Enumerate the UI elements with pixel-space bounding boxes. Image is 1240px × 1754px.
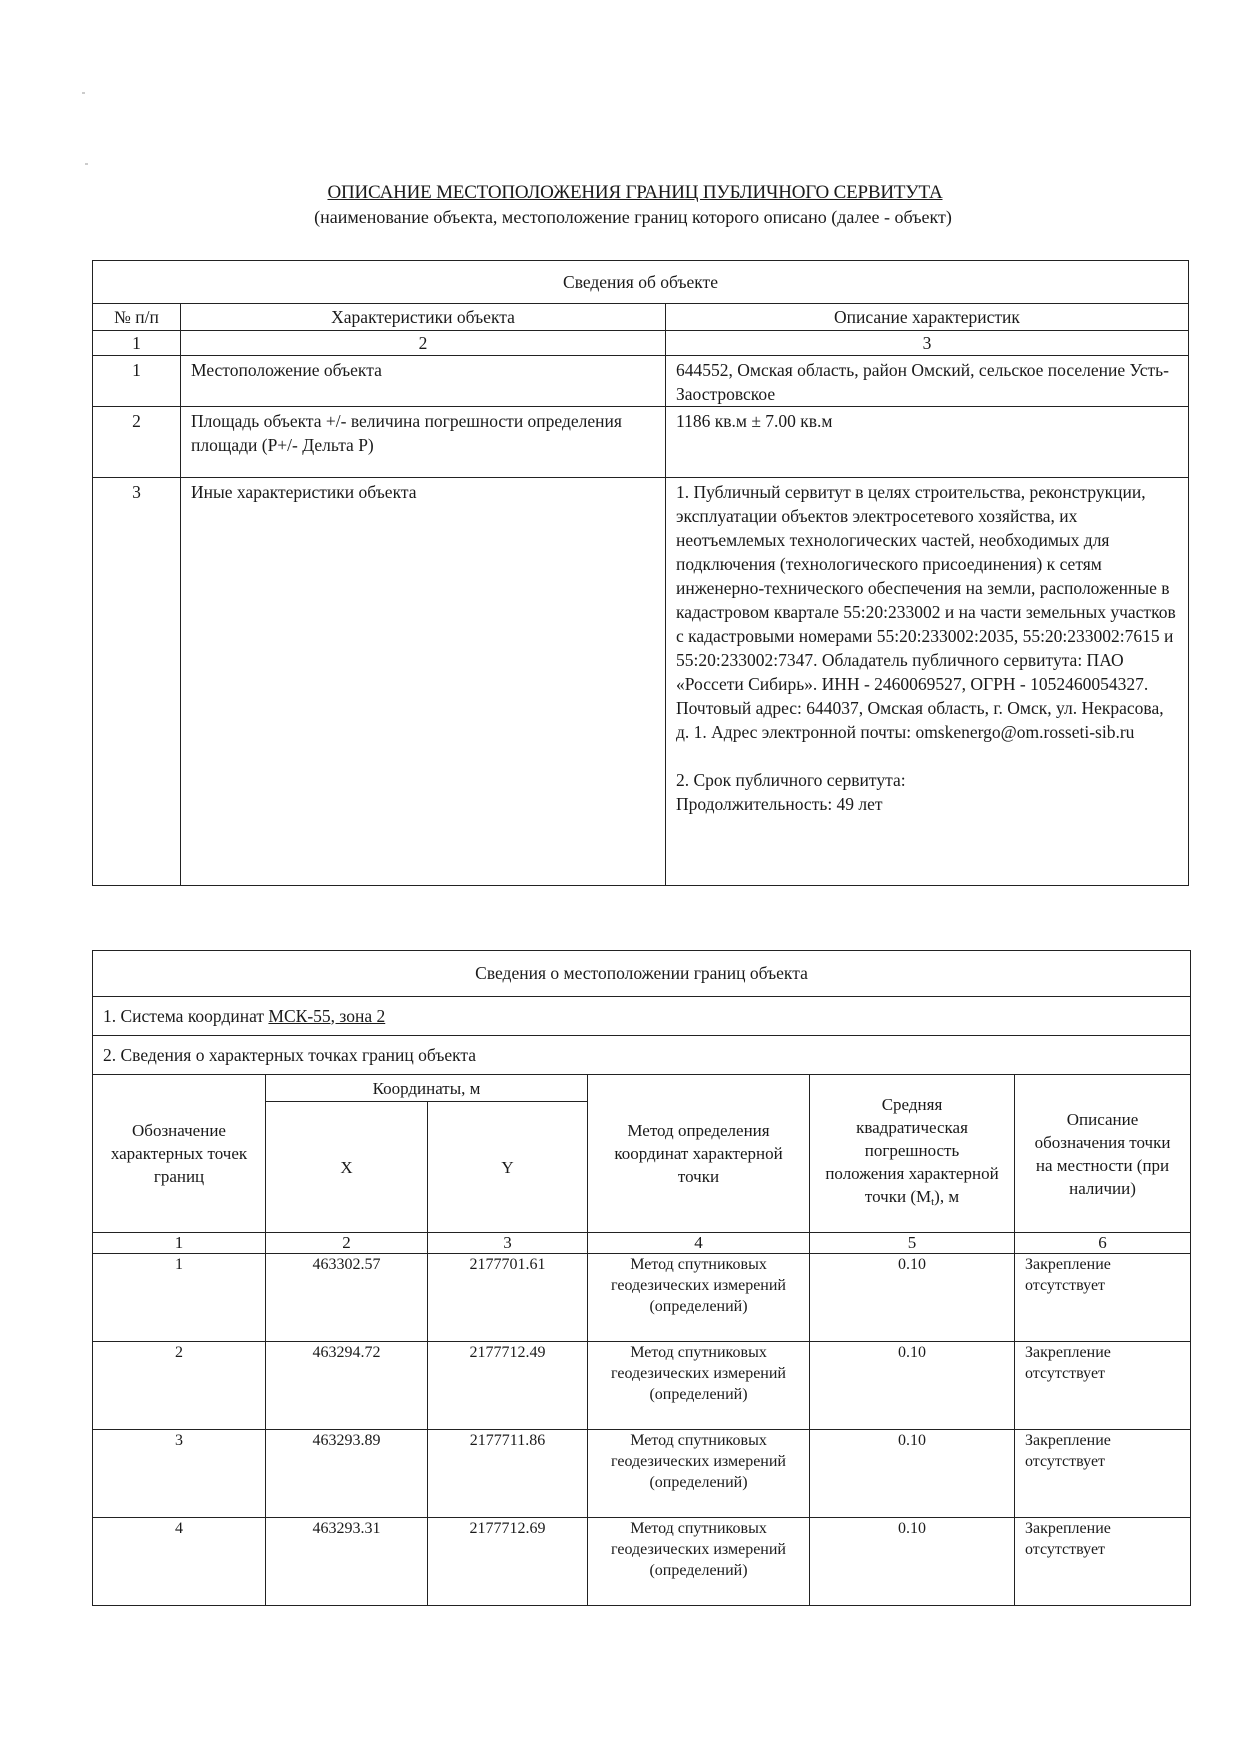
points-section-row [93,1036,1191,1075]
column-number: 1 [93,1233,266,1254]
column-number: 5 [810,1233,1015,1254]
point-error: 0.10 [810,1342,1015,1430]
header-error-text: Средняя квадратическая погрешность положения характерной точки (M [825,1095,999,1206]
column-number: 1 [93,331,181,356]
boundary-info-table [92,950,1191,1606]
point-marker: Закрепление отсутствует [1015,1342,1191,1430]
point-x: 463293.89 [266,1430,428,1518]
point-row [93,1342,1191,1430]
point-x: 463302.57 [266,1254,428,1342]
column-number: 4 [588,1233,810,1254]
point-method: Метод спутниковых геодезических измерений (определений) [588,1518,810,1606]
point-method: Метод спутниковых геодезических измерений (определений) [588,1430,810,1518]
row-description: 1186 кв.м ± 7.00 кв.м [666,407,1189,478]
coordinate-system-row [93,997,1191,1036]
easement-term-label: 2. Срок публичного сервитута: [676,770,906,790]
header-error [810,1075,1015,1233]
point-error: 0.10 [810,1430,1015,1518]
easement-purpose-paragraph: 1. Публичный сервитут в целях строительства, реконструкции, эксплуатации объектов электросетевого хозяйства, их неотъемлемых технологических частей, необходимых для подключения (технологического присоединения) к сетям инженерно-технического обеспечения на земли, расположенные в кадастровом квартале 55:20:233002 и на части земельных участков с кадастровыми номерами 55:20:233002:2035, 55:20:233002:7615 и 55:20:233002:7347. Обладатель публичного сервитута: ПАО «Россети Сибирь». ИНН - 2460069527, ОГРН - 1052460054327. Почтовый адрес: 644037, Омская область, г. Омск, ул. Некрасова, д. 1. Адрес электронной почты: omskenergo@om.rosseti-sib.ru [676,482,1176,742]
scan-speck [85,163,88,165]
coordinate-system-label: 1. Система координат [103,1005,269,1026]
header-marker-description: Описание обозначения точки на местности (при наличии) [1015,1075,1191,1233]
easement-term-duration: Продолжительность: 49 лет [676,794,883,814]
scan-speck [82,92,85,94]
header-method: Метод определения координат характерной точки [588,1075,810,1233]
table-row [93,356,1189,407]
points-section-title: 2. Сведения о характерных точках границ объекта [93,1036,1191,1075]
header-description: Описание характеристик [666,304,1189,331]
column-number: 2 [266,1233,428,1254]
point-marker: Закрепление отсутствует [1015,1254,1191,1342]
object-info-caption-row [93,261,1189,304]
header-error-subscript: t [931,1196,935,1208]
row-number: 1 [93,356,181,407]
point-error: 0.10 [810,1254,1015,1342]
row-number: 3 [93,478,181,886]
document-title: ОПИСАНИЕ МЕСТОПОЛОЖЕНИЯ ГРАНИЦ ПУБЛИЧНОГО СЕРВИТУТА [327,182,943,203]
paragraph-gap [676,744,1180,768]
points-header-row-1 [93,1075,1191,1102]
point-id: 4 [93,1518,266,1606]
point-row [93,1430,1191,1518]
point-method: Метод спутниковых геодезических измерений (определений) [588,1342,810,1430]
boundary-info-caption: Сведения о местоположении границ объекта [93,951,1191,997]
row-characteristic: Площадь объекта +/- величина погрешности определения площади (P+/- Дельта P) [181,407,666,478]
document-subtitle: (наименование объекта, местоположение границ которого описано (далее - объект) [314,207,952,227]
object-info-column-numbers [93,331,1189,356]
point-id: 3 [93,1430,266,1518]
column-number: 2 [181,331,666,356]
point-y: 2177712.49 [428,1342,588,1430]
row-description [666,478,1189,886]
coordinate-system [93,997,1191,1036]
point-x: 463294.72 [266,1342,428,1430]
object-info-table [92,260,1189,886]
points-column-numbers [93,1233,1191,1254]
title-block [0,181,1240,229]
column-number: 3 [666,331,1189,356]
point-y: 2177701.61 [428,1254,588,1342]
header-point-designation: Обозначение характерных точек границ [93,1075,266,1233]
point-row [93,1518,1191,1606]
header-number: № п/п [93,304,181,331]
point-row [93,1254,1191,1342]
header-coordinates: Координаты, м [266,1075,588,1102]
point-id: 2 [93,1342,266,1430]
point-id: 1 [93,1254,266,1342]
row-characteristic: Иные характеристики объекта [181,478,666,886]
object-info-header-row [93,304,1189,331]
boundary-info-caption-row [93,951,1191,997]
table-row [93,407,1189,478]
point-error: 0.10 [810,1518,1015,1606]
point-y: 2177712.69 [428,1518,588,1606]
table-row [93,478,1189,886]
column-number: 3 [428,1233,588,1254]
header-error-unit: ), м [934,1187,960,1206]
row-description: 644552, Омская область, район Омский, сельское поселение Усть-Заостровское [666,356,1189,407]
column-number: 6 [1015,1233,1191,1254]
object-info-caption: Сведения об объекте [93,261,1189,304]
row-number: 2 [93,407,181,478]
point-method: Метод спутниковых геодезических измерений (определений) [588,1254,810,1342]
point-x: 463293.31 [266,1518,428,1606]
point-marker: Закрепление отсутствует [1015,1430,1191,1518]
header-x: X [266,1102,428,1233]
coordinate-system-value: МСК-55, зона 2 [268,1005,386,1026]
header-characteristic: Характеристики объекта [181,304,666,331]
point-marker: Закрепление отсутствует [1015,1518,1191,1606]
row-characteristic: Местоположение объекта [181,356,666,407]
header-y: Y [428,1102,588,1233]
point-y: 2177711.86 [428,1430,588,1518]
